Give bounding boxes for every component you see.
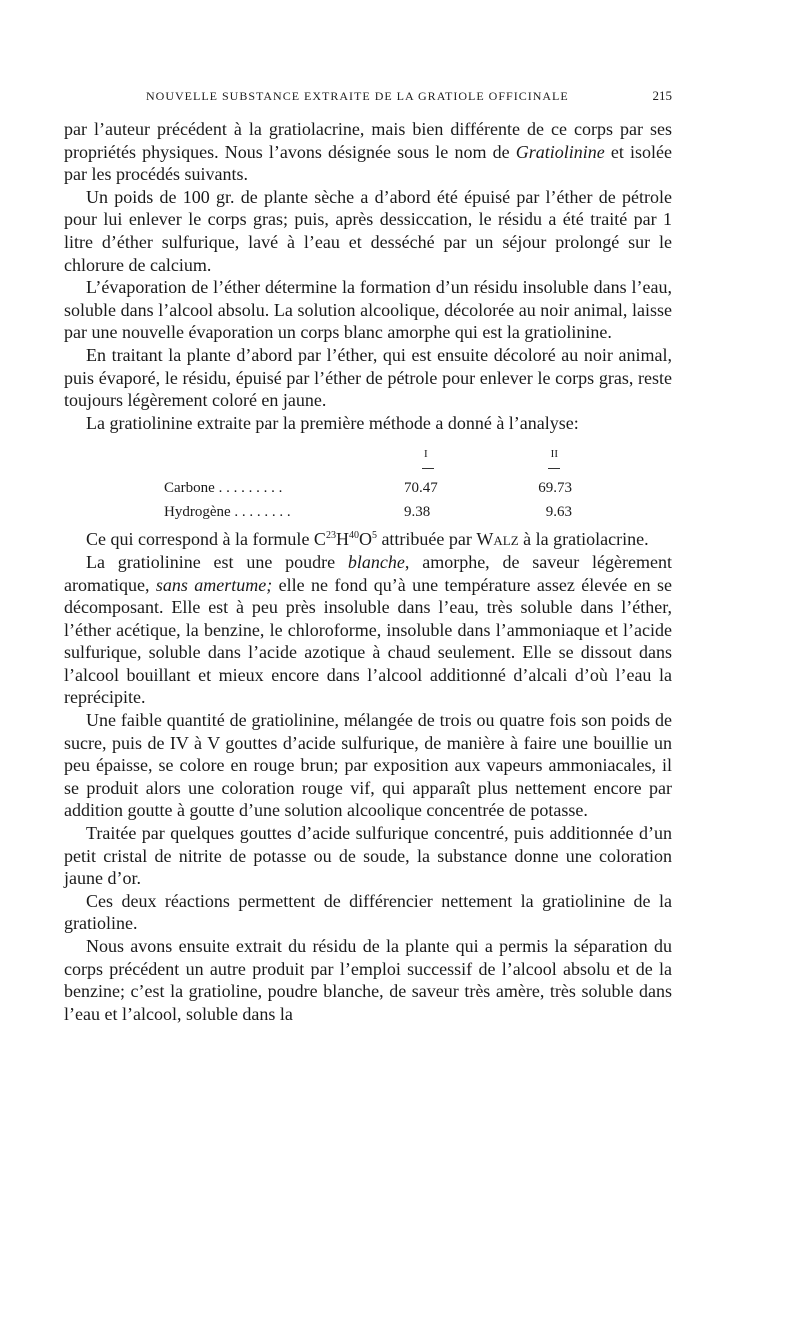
paragraph: La gratiolinine extraite par la première méthode a donné à l’analyse: xyxy=(86,412,579,433)
page-number: 215 xyxy=(652,88,672,103)
paragraph: La gratiolinine est une poudre blanche, amorphe, de saveur légèrement aromatique, sans amertume; elle ne fond qu’à une température assez élevée en se décomposant. Elle est à peu près insoluble dans l’eau, très soluble dans l’éther, l’éther acétique, la benzine, le chloroforme, insoluble dans l’ammoniaque et l’acide sulfurique, soluble dans l’acide azotique à chaud seulement. Elle se dissout dans l’alcool bouillant et mieux encore dans l’alcool additionné d’alcali d’où l’eau la reprécipite. xyxy=(64,551,672,708)
row-label: Hydrogène . . . . . . . . xyxy=(164,503,291,520)
paragraph: Nous avons ensuite extrait du résidu de la plante qui a permis la séparation du corps précédent un autre produit par l’emploi successif de l’alcool absolu et de la benzine; c’est la gratioline, poudre blanche, de saveur très amère, très soluble dans l’eau et l’alcool, soluble dans la xyxy=(64,936,672,1024)
book-page xyxy=(64,88,672,1025)
emphasis: Gratiolinine xyxy=(515,141,605,162)
emphasis: blanche xyxy=(347,551,405,572)
cell-value: 9.63 xyxy=(545,503,572,520)
running-header xyxy=(146,88,672,104)
column-header: I xyxy=(424,448,428,461)
paragraph: Ces deux réactions permettent de différencier nettement la gratiolinine de la gratioline. xyxy=(64,890,672,934)
table-row xyxy=(164,478,572,498)
paragraph: Ce qui correspond à la formule $C^{23}H^{40}O^5$ attribuée par Walz à la gratiolacrine. xyxy=(86,529,649,550)
author-name: Walz xyxy=(476,529,519,550)
row-label: Carbone . . . . . . . . . xyxy=(164,479,283,496)
paragraph: En traitant la plante d’abord par l’éther, qui est ensuite décoloré au noir animal, puis évaporé, le résidu, épuisé par l’éther de pétrole pour enlever le corps gras, reste toujours légèrement coloré en jaune. xyxy=(64,344,672,411)
emphasis: sans amertume; xyxy=(155,574,273,595)
cell-value: 70.47 xyxy=(404,479,438,496)
cell-value: 69.73 xyxy=(538,479,572,496)
paragraph: Traitée par quelques gouttes d’acide sulfurique concentré, puis additionnée d’un petit cristal de nitrite de potasse ou de soude, la substance donne une coloration jaune d’or. xyxy=(64,823,672,889)
table-rule-row xyxy=(164,462,572,474)
dash-mark xyxy=(422,468,434,469)
cell-value: 9.38 xyxy=(404,503,431,520)
paragraph: par l’auteur précédent à la gratiolacrine, mais bien différente de ce corps par ses propriétés physiques. Nous l’avons désignée sous le nom de Gratiolinine et isolée par les procédés suivants. xyxy=(64,119,672,185)
column-header: II xyxy=(550,448,558,461)
dash-mark xyxy=(548,468,560,469)
table-row xyxy=(164,502,572,522)
paragraph: L’évaporation de l’éther détermine la formation d’un résidu insoluble dans l’eau, soluble dans l’alcool absolu. La solution alcoolique, décolorée au noir animal, laisse par une nouvelle évaporation un corps blanc amorphe qui est la gratiolinine. xyxy=(64,277,672,343)
paragraph: Un poids de 100 gr. de plante sèche a d’abord été épuisé par l’éther de pétrole pour lui enlever le corps gras; puis, après dessiccation, le résidu a été traité par 1 litre d’éther sulfurique, lavé à l’eau et desséché par un séjour prolongé sur le chlorure de calcium. xyxy=(64,186,672,275)
running-title: NOUVELLE SUBSTANCE EXTRAITE DE LA GRATIOLE OFFICINALE xyxy=(146,89,569,103)
paragraph: Une faible quantité de gratiolinine, mélangée de trois ou quatre fois son poids de sucre, puis de IV à V gouttes d’acide sulfurique, de manière à faire une bouillie un peu épaisse, se colore en rouge brun; par exposition aux vapeurs ammoniacales, il se produit alors une coloration rouge vif, qui apparaît plus nettement encore par addition goutte à goutte d’une solution alcoolique concentrée de potasse. xyxy=(64,710,672,821)
analysis-table xyxy=(164,446,572,522)
